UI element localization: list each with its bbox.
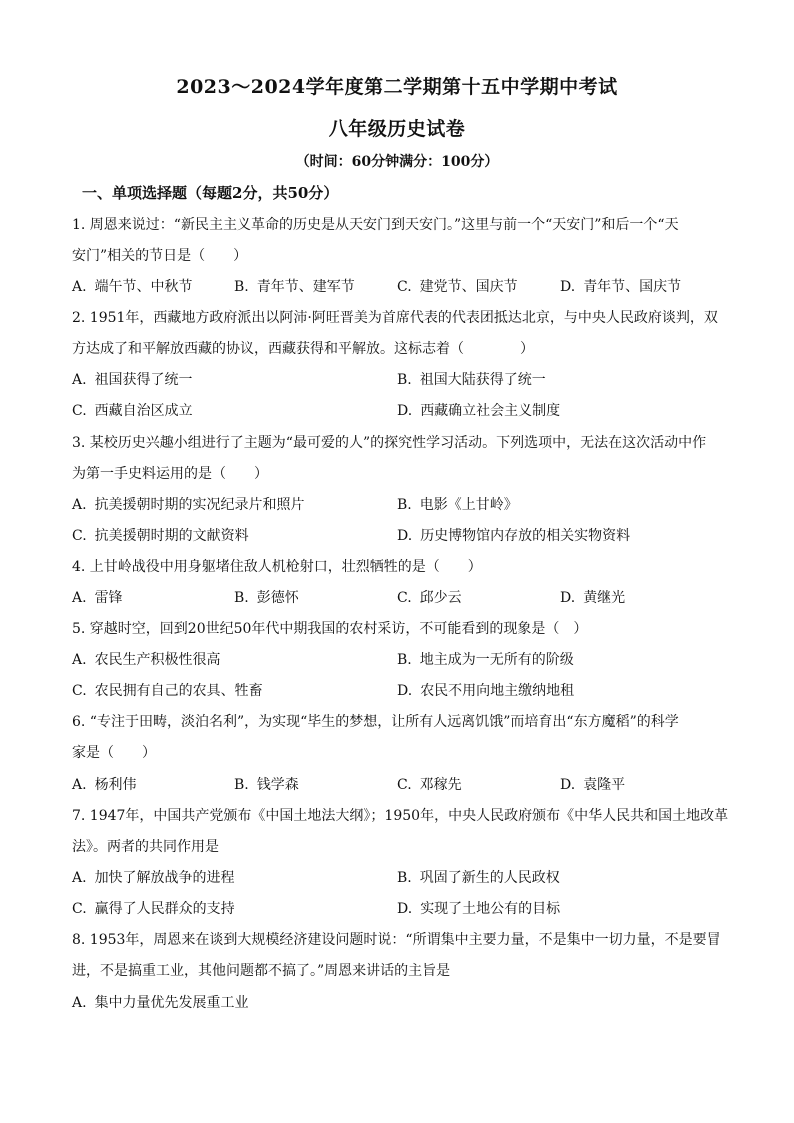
question-4-option-d[interactable]: D. 黄继光 bbox=[560, 590, 626, 606]
question-3-option-a[interactable]: A. 抗美援朝时期的实况纪录片和照片 bbox=[72, 497, 305, 513]
question-6-option-b[interactable]: B. 钱学森 bbox=[234, 777, 299, 793]
question-1-option-c[interactable]: C. 建党节、国庆节 bbox=[397, 279, 518, 295]
question-6-option-c[interactable]: C. 邓稼先 bbox=[397, 777, 462, 793]
question-4-option-b[interactable]: B. 彭德怀 bbox=[234, 590, 299, 606]
question-2-line-1: 2. 1951年，西藏地方政府派出以阿沛·阿旺晋美为首席代表的代表团抵达北京，与中央人民政府谈判，双 bbox=[72, 310, 718, 326]
question-2-option-c[interactable]: C. 西藏自治区成立 bbox=[72, 403, 193, 419]
question-1-line-2: 安门”相关的节日是（ ） bbox=[72, 248, 248, 264]
exam-subject-title: 八年级历史试卷 bbox=[328, 118, 466, 140]
question-7-line-2: 法》。两者的共同作用是 bbox=[72, 839, 219, 855]
question-7-option-c[interactable]: C. 赢得了人民群众的支持 bbox=[72, 901, 235, 917]
question-6-option-a[interactable]: A. 杨利伟 bbox=[72, 777, 137, 793]
question-3-option-c[interactable]: C. 抗美援朝时期的文献资料 bbox=[72, 528, 249, 544]
question-2-option-d[interactable]: D. 西藏确立社会主义制度 bbox=[397, 403, 561, 419]
question-7-line-1: 7. 1947年，中国共产党颁布《中国土地法大纲》；1950年，中央人民政府颁布《中华人民共和国土地改革 bbox=[72, 808, 729, 824]
question-2-option-b[interactable]: B. 祖国大陆获得了统一 bbox=[397, 372, 546, 388]
exam-meta: （时间：60分钟满分：100分） bbox=[295, 154, 499, 170]
question-5-option-c[interactable]: C. 农民拥有自己的农具、牲畜 bbox=[72, 683, 263, 699]
question-3-line-1: 3. 某校历史兴趣小组进行了主题为“最可爱的人”的探究性学习活动。下列选项中，无法在这次活动中作 bbox=[72, 435, 707, 451]
question-6-option-d[interactable]: D. 袁隆平 bbox=[560, 777, 626, 793]
question-3-option-d[interactable]: D. 历史博物馆内存放的相关实物资料 bbox=[397, 528, 631, 544]
question-5-option-b[interactable]: B. 地主成为一无所有的阶级 bbox=[397, 652, 574, 668]
question-2-line-2: 方达成了和平解放西藏的协议，西藏获得和平解放。这标志着（ ） bbox=[72, 341, 534, 357]
question-5-line-1: 5. 穿越时空，回到20世纪50年代中期我国的农村采访，不可能看到的现象是（ ） bbox=[72, 621, 588, 637]
question-8-line-1: 8. 1953年，周恩来在谈到大规模经济建设问题时说：“所谓集中主要力量，不是集中一切力量，不是要冒 bbox=[72, 932, 721, 948]
question-1-option-b[interactable]: B. 青年节、建军节 bbox=[234, 279, 355, 295]
question-5-option-a[interactable]: A. 农民生产积极性很高 bbox=[72, 652, 221, 668]
question-3-line-2: 为第一手史料运用的是（ ） bbox=[72, 466, 268, 482]
question-1-option-d[interactable]: D. 青年节、国庆节 bbox=[560, 279, 682, 295]
question-2-option-a[interactable]: A. 祖国获得了统一 bbox=[72, 372, 193, 388]
question-7-option-a[interactable]: A. 加快了解放战争的进程 bbox=[72, 870, 235, 886]
question-7-option-b[interactable]: B. 巩固了新生的人民政权 bbox=[397, 870, 560, 886]
question-4-option-c[interactable]: C. 邱少云 bbox=[397, 590, 462, 606]
question-5-option-d[interactable]: D. 农民不用向地主缴纳地租 bbox=[397, 683, 575, 699]
question-7-option-d[interactable]: D. 实现了土地公有的目标 bbox=[397, 901, 561, 917]
question-1-line-1: 1. 周恩来说过：“新民主主义革命的历史是从天安门到天安门。”这里与前一个“天安门”和后一个“天 bbox=[72, 217, 679, 233]
question-6-line-2: 家是（ ） bbox=[72, 745, 156, 761]
section-heading: 一、单项选择题（每题2分，共50分） bbox=[82, 184, 339, 202]
question-8-option-a[interactable]: A. 集中力量优先发展重工业 bbox=[72, 995, 249, 1011]
exam-title: 2023～2024学年度第二学期第十五中学期中考试 bbox=[176, 76, 618, 98]
question-8-line-2: 进，不是搞重工业，其他问题都不搞了。”周恩来讲话的主旨是 bbox=[72, 963, 451, 979]
question-3-option-b[interactable]: B. 电影《上甘岭》 bbox=[397, 497, 518, 513]
question-4-option-a[interactable]: A. 雷锋 bbox=[72, 590, 123, 606]
question-6-line-1: 6. “专注于田畴，淡泊名利”，为实现“毕生的梦想，让所有人远离饥饿”而培育出“东方魔稻”的科学 bbox=[72, 714, 679, 730]
question-4-line-1: 4. 上甘岭战役中用身躯堵住敌人机枪射口，壮烈牺牲的是（ ） bbox=[72, 559, 482, 575]
question-1-option-a[interactable]: A. 端午节、中秋节 bbox=[72, 279, 193, 295]
